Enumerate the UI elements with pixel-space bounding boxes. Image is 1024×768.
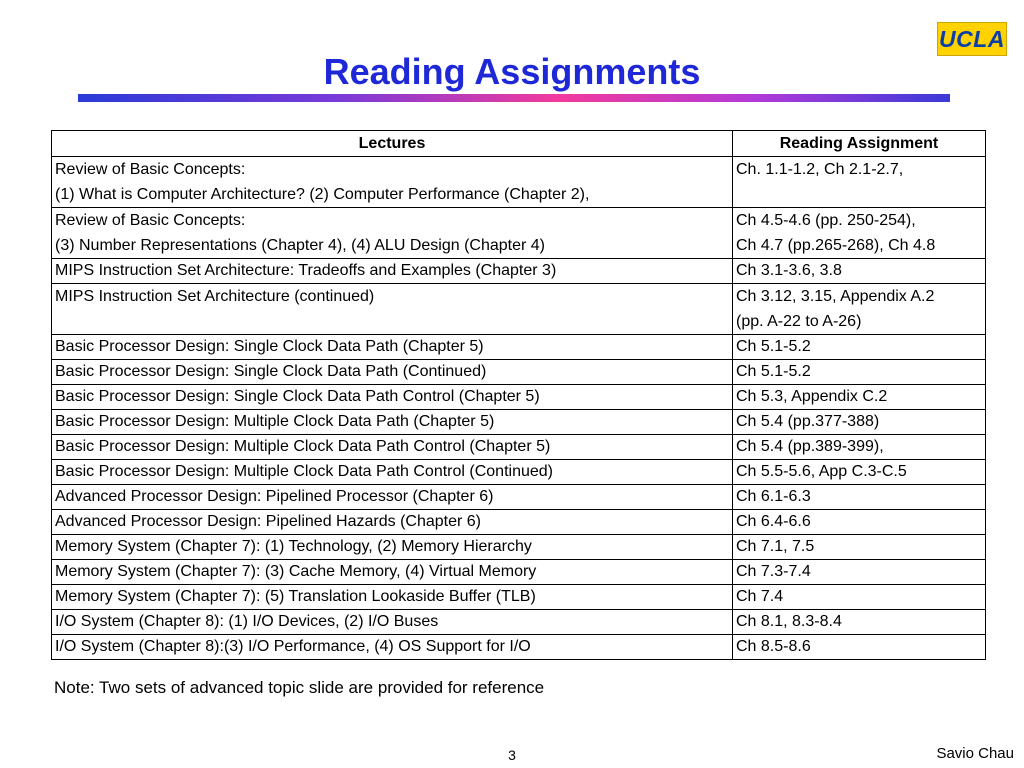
lecture-text: Memory System (Chapter 7): (3) Cache Memory, (4) Virtual Memory [55,563,537,580]
lecture-text: Review of Basic Concepts: [55,212,246,229]
lecture-cell [52,610,733,635]
lecture-cell [52,560,733,585]
lecture-text: Basic Processor Design: Single Clock Data Path (Continued) [55,363,487,380]
lecture-text: Memory System (Chapter 7): (5) Translation Lookaside Buffer (TLB) [55,588,536,605]
reading-cell [733,157,986,208]
lecture-text: MIPS Instruction Set Architecture (continued) [55,288,375,305]
table-header-row [52,131,986,157]
table-row [52,435,986,460]
reading-cell [733,585,986,610]
reading-text: (pp. A-22 to A-26) [736,313,862,330]
lecture-text: (1) What is Computer Architecture? (2) Computer Performance (Chapter 2), [55,186,590,203]
lecture-cell [52,259,733,284]
reading-text: Ch 8.1, 8.3-8.4 [736,613,842,630]
lecture-text: Basic Processor Design: Multiple Clock Data Path Control (Chapter 5) [55,438,551,455]
lecture-text [55,309,729,334]
author-name: Savio Chau [936,745,1014,762]
reading-text: Ch 5.4 (pp.377-388) [736,413,880,430]
reading-cell [733,385,986,410]
reading-text: Ch 5.4 (pp.389-399), [736,438,884,455]
reading-cell [733,485,986,510]
table-row [52,535,986,560]
reading-cell [733,360,986,385]
table-row [52,284,986,335]
reading-assignments-table [51,130,986,660]
lecture-cell [52,585,733,610]
reading-text: Ch 4.5-4.6 (pp. 250-254), [736,212,916,229]
reading-text: Ch 7.1, 7.5 [736,538,815,555]
reading-cell [733,284,986,335]
lecture-cell [52,635,733,660]
lecture-text: Basic Processor Design: Single Clock Data Path (Chapter 5) [55,338,484,355]
lecture-text: Advanced Processor Design: Pipelined Hazards (Chapter 6) [55,513,481,530]
lecture-cell [52,435,733,460]
lecture-text: (3) Number Representations (Chapter 4), (4) ALU Design (Chapter 4) [55,237,545,254]
table-row [52,335,986,360]
lecture-cell [52,535,733,560]
table-row [52,385,986,410]
slide-title: Reading Assignments [323,51,701,92]
header-reading-assignment: Reading Assignment [733,131,986,157]
reading-text: Ch 8.5-8.6 [736,638,811,655]
table-row [52,610,986,635]
reading-text: Ch 6.1-6.3 [736,488,811,505]
lecture-text: Memory System (Chapter 7): (1) Technology, (2) Memory Hierarchy [55,538,532,555]
reading-text: Ch 5.1-5.2 [736,338,811,355]
reading-cell [733,560,986,585]
ucla-logo: UCLA [937,22,1007,56]
reading-cell [733,510,986,535]
reading-text: Ch 7.3-7.4 [736,563,811,580]
lecture-cell [52,335,733,360]
lecture-cell [52,410,733,435]
reading-text: Ch 6.4-6.6 [736,513,811,530]
title-underline [78,94,950,102]
reading-cell [733,635,986,660]
lecture-cell [52,510,733,535]
lecture-cell [52,284,733,335]
lecture-text: Review of Basic Concepts: [55,161,246,178]
reading-text: Ch 3.12, 3.15, Appendix A.2 [736,288,935,305]
reading-cell [733,410,986,435]
page-number: 3 [508,747,516,763]
reading-cell [733,460,986,485]
reading-cell [733,335,986,360]
lecture-cell [52,157,733,208]
table-body [52,157,986,660]
table-row [52,560,986,585]
reading-text: Ch 3.1-3.6, 3.8 [736,262,842,279]
header-lectures: Lectures [52,131,733,157]
reading-text: Ch 5.1-5.2 [736,363,811,380]
lecture-text: Basic Processor Design: Multiple Clock Data Path Control (Continued) [55,463,553,480]
reference-note: Note: Two sets of advanced topic slide are provided for reference [54,678,545,697]
table-row [52,259,986,284]
reading-text: Ch 7.4 [736,588,784,605]
table-row [52,410,986,435]
reading-cell [733,435,986,460]
table-row [52,460,986,485]
reading-text: Ch. 1.1-1.2, Ch 2.1-2.7, [736,161,904,178]
table-row [52,585,986,610]
table-row [52,208,986,259]
lecture-text: I/O System (Chapter 8): (1) I/O Devices, (2) I/O Buses [55,613,439,630]
reading-cell [733,208,986,259]
lecture-cell [52,385,733,410]
lecture-text: I/O System (Chapter 8):(3) I/O Performance, (4) OS Support for I/O [55,638,531,655]
reading-cell [733,535,986,560]
lecture-text: MIPS Instruction Set Architecture: Tradeoffs and Examples (Chapter 3) [55,262,557,279]
table-row [52,635,986,660]
reading-text: Ch 5.3, Appendix C.2 [736,388,888,405]
table-row [52,157,986,208]
reading-cell [733,259,986,284]
lecture-cell [52,485,733,510]
lecture-text: Advanced Processor Design: Pipelined Processor (Chapter 6) [55,488,494,505]
lecture-text: Basic Processor Design: Single Clock Data Path Control (Chapter 5) [55,388,540,405]
reading-text: Ch 5.5-5.6, App C.3-C.5 [736,463,907,480]
reading-cell [733,610,986,635]
reading-text: Ch 4.7 (pp.265-268), Ch 4.8 [736,237,936,254]
lecture-cell [52,360,733,385]
lecture-cell [52,460,733,485]
lecture-text: Basic Processor Design: Multiple Clock Data Path (Chapter 5) [55,413,495,430]
reading-text [736,182,982,207]
table-row [52,360,986,385]
table-row [52,485,986,510]
table-row [52,510,986,535]
lecture-cell [52,208,733,259]
